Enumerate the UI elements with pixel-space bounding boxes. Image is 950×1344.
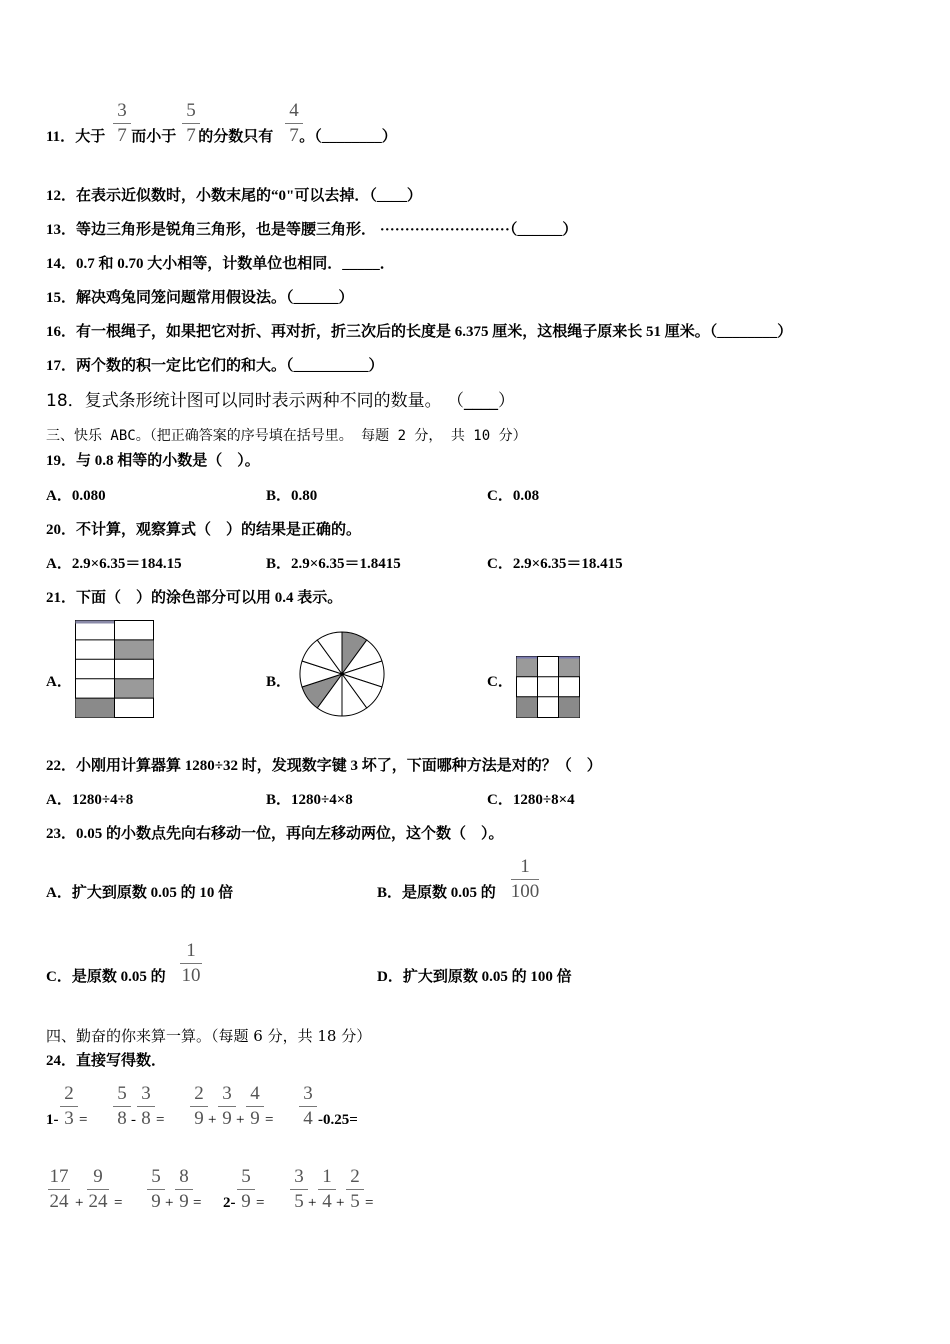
option-c[interactable]: C．是原数 0.05 的	[46, 969, 166, 985]
fraction: 8 9	[173, 1166, 195, 1213]
expr-equals: =	[79, 1112, 88, 1128]
question-11	[46, 127, 397, 147]
fraction: 17 24	[49, 1166, 69, 1212]
expr-operator: +	[236, 1112, 245, 1128]
fraction: 5 8	[111, 1083, 133, 1130]
fraction: 2 5	[344, 1166, 366, 1213]
fraction: 1 4	[316, 1166, 338, 1213]
fraction: 1 10	[181, 940, 201, 986]
fraction: 3 5	[288, 1166, 310, 1213]
option-a[interactable]: A．扩大到原数 0.05 的 10 倍	[46, 885, 234, 901]
pie-figure-b	[298, 630, 386, 718]
fraction: 4 7	[283, 100, 305, 147]
question-17: 17．两个数的积一定比它们的和大。（__________）	[46, 358, 384, 374]
expr-operator: +	[308, 1195, 317, 1211]
question-22: 22．小刚用计算器算 1280÷32 时，发现数字键 3 坏了，下面哪种方法是对的？（ ）	[46, 758, 602, 774]
question-16: 16．有一根绳子，如果把它对折、再对折，折三次后的长度是 6.375 厘米，这根绳子原来长 51 厘米。（________）	[46, 324, 793, 340]
expr-equals: =	[365, 1195, 374, 1211]
expr-equals: =	[265, 1112, 274, 1128]
question-14: 14．0.7 和 0.70 大小相等，计数单位也相同．_____．	[46, 256, 395, 272]
question-13: 13．等边三角形是锐角三角形，也是等腰三角形． ··························（______）	[46, 222, 578, 238]
expr-operator: +	[208, 1112, 217, 1128]
fraction: 3 4	[297, 1083, 319, 1130]
fraction: 1 100	[510, 856, 540, 902]
expr-prefix: 1-	[46, 1112, 59, 1128]
option-c[interactable]: C．0.08	[487, 488, 540, 504]
grid-figure-c	[516, 656, 582, 720]
q11-text-3: 的分数只有	[198, 129, 274, 145]
fraction: 2 3	[58, 1083, 80, 1130]
section-4-heading: 四、勤奋的你来算一算。（每题 6 分，共 18 分）	[46, 1027, 372, 1045]
q11-text-2: 而小于	[131, 129, 177, 145]
question-23: 23．0.05 的小数点先向右移动一位，再向左移动两位，这个数（ ）。	[46, 826, 504, 842]
question-12: 12．在表示近似数时，小数末尾的“0"可以去掉．（____）	[46, 188, 422, 204]
fraction: 3 9	[216, 1083, 238, 1130]
question-21: 21．下面（ ）的涂色部分可以用 0.4 表示。	[46, 590, 343, 606]
option-b[interactable]: B．2.9×6.35＝1.8415	[266, 556, 401, 572]
question-24: 24．直接写得数．	[46, 1053, 167, 1069]
option-b[interactable]: B．是原数 0.05 的	[377, 885, 496, 901]
expr-operator: +	[165, 1195, 174, 1211]
expr-operator: +	[75, 1195, 84, 1211]
question-19: 19．与 0.8 相等的小数是（ ）。	[46, 453, 260, 469]
fraction: 9 24	[88, 1166, 108, 1212]
grid-figure-a	[75, 620, 155, 720]
fraction: 5 9	[235, 1166, 257, 1213]
expr-equals: =	[193, 1195, 202, 1211]
expr-equals: =	[114, 1195, 123, 1211]
fraction: 3 8	[135, 1083, 157, 1130]
q11-text-1: 大于	[75, 129, 106, 145]
option-a[interactable]: A．0.080	[46, 488, 106, 504]
option-c[interactable]: C．1280÷8×4	[487, 792, 575, 808]
section-3-heading: 三、快乐 ABC。（把正确答案的序号填在括号里。 每题 2 分， 共 10 分）	[46, 428, 527, 444]
question-18: 18．复式条形统计图可以同时表示两种不同的数量。 （____）	[46, 391, 516, 411]
option-a[interactable]: A．1280÷4÷8	[46, 792, 134, 808]
option-a[interactable]: A．2.9×6.35＝184.15	[46, 556, 182, 572]
fraction: 5 9	[145, 1166, 167, 1213]
expr-equals: =	[156, 1112, 165, 1128]
question-number: 11．	[46, 129, 76, 145]
expr-suffix: -0.25=	[318, 1112, 358, 1128]
option-b[interactable]: B．1280÷4×8	[266, 792, 353, 808]
fraction: 5 7	[180, 100, 202, 147]
question-15: 15．解决鸡兔同笼问题常用假设法。（______）	[46, 290, 354, 306]
option-d[interactable]: D．扩大到原数 0.05 的 100 倍	[377, 969, 572, 985]
option-c[interactable]: C．	[487, 674, 513, 690]
fraction: 4 9	[244, 1083, 266, 1130]
fraction: 2 9	[188, 1083, 210, 1130]
question-20: 20．不计算，观察算式（ ）的结果是正确的。	[46, 522, 362, 538]
expr-operator: +	[336, 1195, 345, 1211]
option-a[interactable]: A．	[46, 674, 72, 690]
option-c[interactable]: C．2.9×6.35＝18.415	[487, 556, 623, 572]
q11-answer-blank: 。（________）	[299, 129, 397, 145]
fraction: 3 7	[111, 100, 133, 147]
expr-operator: -	[131, 1112, 136, 1128]
expr-prefix: 2-	[223, 1195, 236, 1211]
expr-equals: =	[256, 1195, 265, 1211]
option-b[interactable]: B．0.80	[266, 488, 318, 504]
option-b[interactable]: B．	[266, 674, 292, 690]
